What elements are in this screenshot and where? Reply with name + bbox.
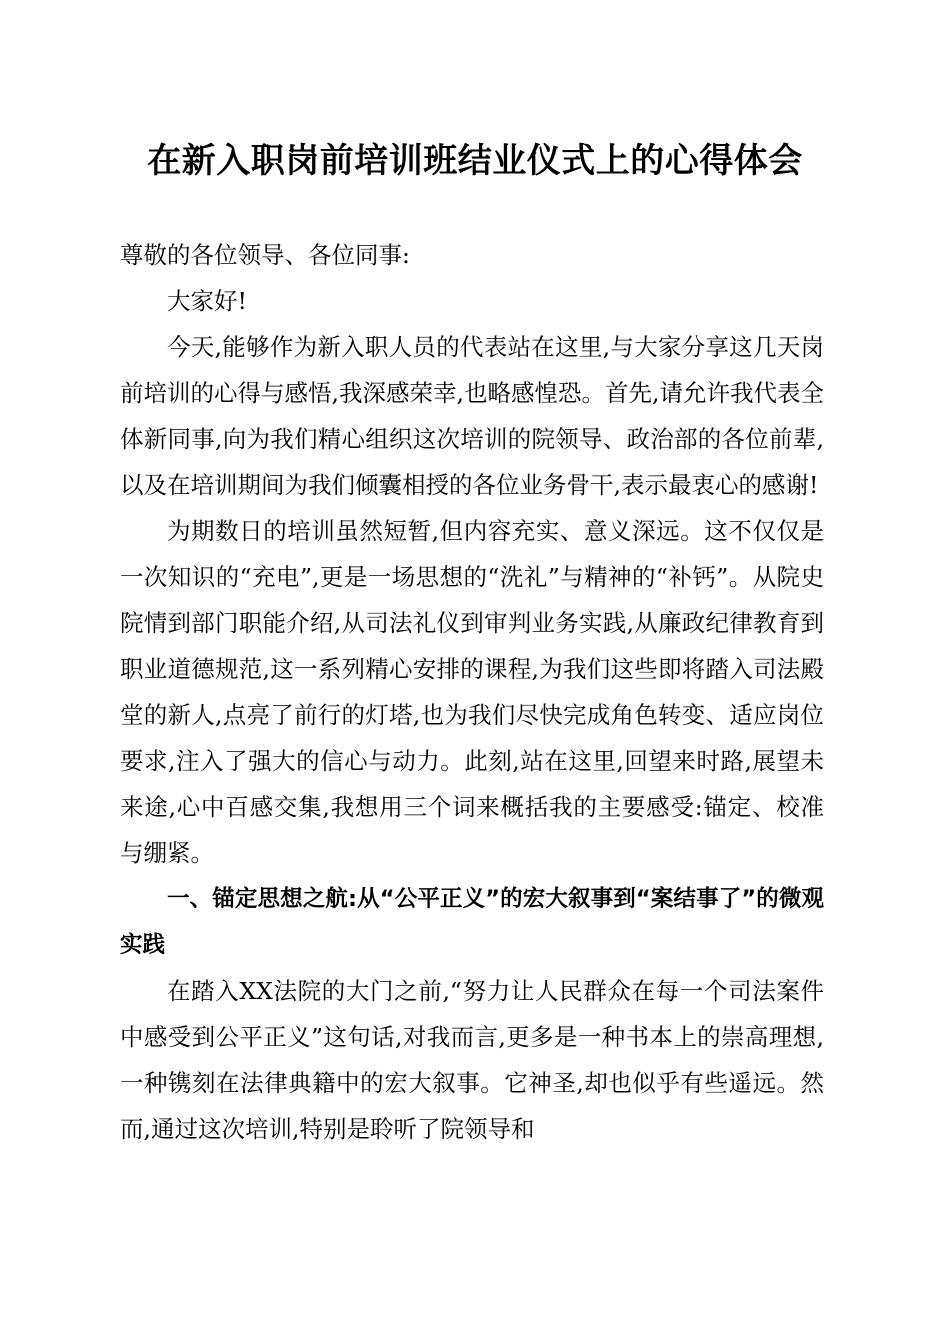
section-heading: 一、锚定思想之航:从“公平正义”的宏大叙事到“案结事了”的微观实践 — [120, 886, 824, 958]
greeting: 大家好! — [167, 287, 247, 315]
document-body — [120, 232, 824, 1152]
page-title: 在新入职岗前培训班结业仪式上的心得体会 — [147, 141, 803, 181]
salutation: 尊敬的各位领导、各位同事: — [120, 241, 410, 269]
paragraph: 今天,能够作为新入职人员的代表站在这里,与大家分享这几天岗前培训的心得与感悟,我深感荣幸,也略感惶恐。首先,请允许我代表全体新同事,向为我们精心组织这次培训的院领导、政治部的各位前辈,以及在培训期间为我们倾囊相授的各位业务骨干,表示最衷心的感谢! — [120, 333, 824, 499]
paragraph: 为期数日的培训虽然短暂,但内容充实、意义深远。这不仅仅是一次知识的“充电”,更是一场思想的“洗礼”与精神的“补钙”。从院史院情到部门职能介绍,从司法礼仪到审判业务实践,从廉政纪律教育到职业道德规范,这一系列精心安排的课程,为我们这些即将踏入司法殿堂的新人,点亮了前行的灯塔,也为我们尽快完成角色转变、适应岗位要求,注入了强大的信心与动力。此刻,站在这里,回望来时路,展望未来途,心中百感交集,我想用三个词来概括我的主要感受:锚定、校准与绷紧。 — [120, 517, 824, 867]
paragraph: 在踏入XX法院的大门之前,“努力让人民群众在每一个司法案件中感受到公平正义”这句话,对我而言,更多是一种书本上的崇高理想,一种镌刻在法律典籍中的宏大叙事。它神圣,却也似乎有些遥远。然而,通过这次培训,特别是聆听了院领导和 — [120, 977, 824, 1143]
